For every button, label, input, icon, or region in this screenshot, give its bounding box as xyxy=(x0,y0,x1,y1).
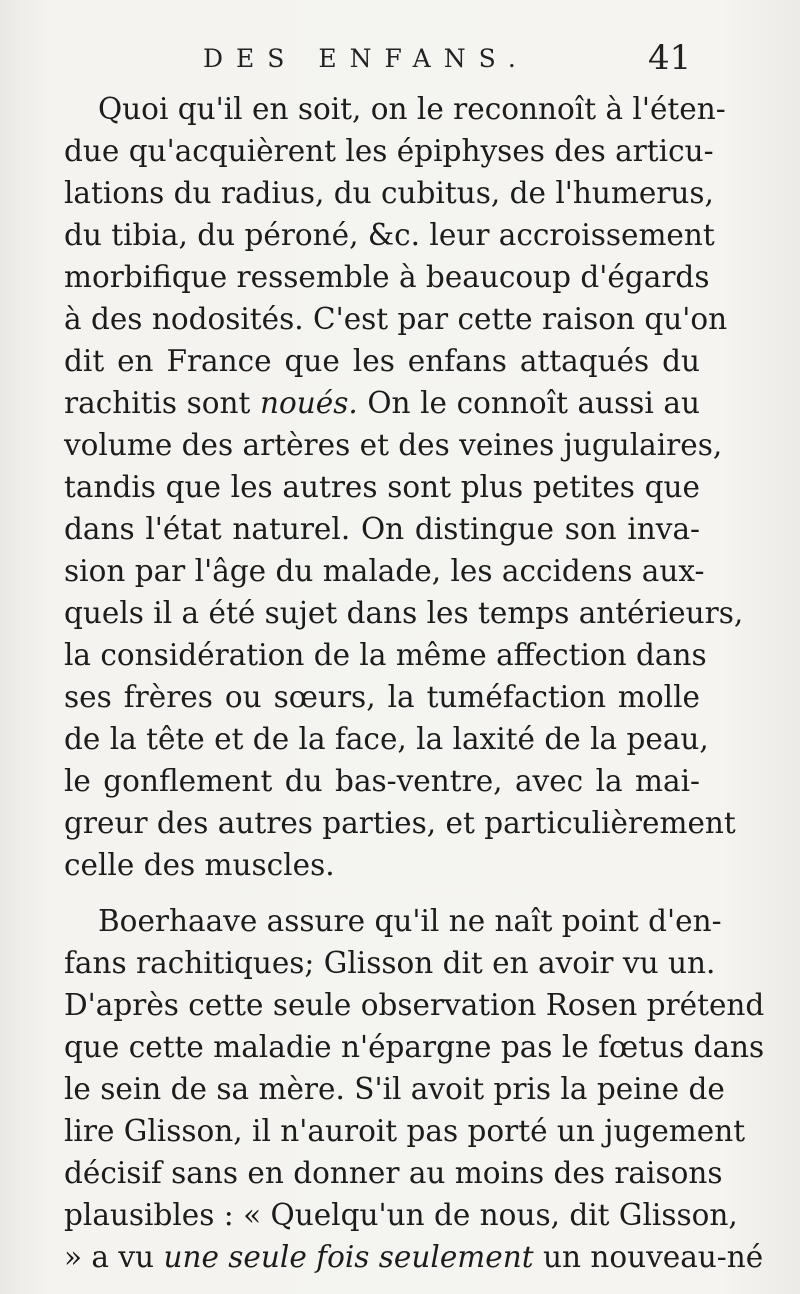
italic-term: noués. xyxy=(260,386,358,420)
body-text xyxy=(64,88,765,1278)
text-line: dans l'état naturel. On distingue son inva- xyxy=(64,512,700,546)
text-line: que cette maladie n'épargne pas le fœtus dans xyxy=(64,1030,765,1064)
text-line: de la tête et de la face, la laxité de la peau, xyxy=(64,722,709,756)
text-line xyxy=(64,1236,764,1278)
running-head xyxy=(0,34,800,84)
text-line: celle des muscles. xyxy=(64,848,335,882)
text-line: morbifique ressemble à beaucoup d'égards xyxy=(64,260,710,294)
text-line xyxy=(64,382,700,424)
text-line: tandis que les autres sont plus petites que xyxy=(64,470,700,504)
text-line: lations du radius, du cubitus, de l'humerus, xyxy=(64,176,714,210)
text-segment: rachitis sont xyxy=(64,386,251,420)
text-line: ses frères ou sœurs, la tuméfaction molle xyxy=(64,680,700,714)
text-segment: On le connoît aussi au xyxy=(367,386,700,420)
text-line: dit en France que les enfans attaqués du xyxy=(64,344,700,378)
text-line: décisif sans en donner au moins des raisons xyxy=(64,1156,723,1190)
text-line: D'après cette seule observation Rosen prétend xyxy=(64,988,765,1022)
text-line: volume des artères et des veines jugulaires, xyxy=(64,428,723,462)
text-line: le sein de sa mère. S'il avoit pris la peine de xyxy=(64,1072,725,1106)
text-line: Quoi qu'il en soit, on le reconnoît à l'éten- xyxy=(98,92,726,126)
text-segment: » a vu xyxy=(64,1240,155,1274)
page-number: 41 xyxy=(648,38,692,78)
text-line: plausibles : « Quelqu'un de nous, dit Glisson, xyxy=(64,1198,738,1232)
text-line: greur des autres parties, et particulièrement xyxy=(64,806,736,840)
text-line: sion par l'âge du malade, les accidens aux- xyxy=(64,554,705,588)
italic-phrase: une seule fois seulement xyxy=(163,1240,534,1274)
text-line: à des nodosités. C'est par cette raison qu'on xyxy=(64,302,728,336)
text-segment: un nouveau-né xyxy=(542,1240,764,1274)
text-line: du tibia, du péroné, &c. leur accroissement xyxy=(64,218,715,252)
text-line: le gonflement du bas-ventre, avec la mai- xyxy=(64,764,700,798)
paragraph-2 xyxy=(64,900,765,1278)
running-title: DES ENFANS. xyxy=(203,44,529,73)
text-line: la considération de la même affection dans xyxy=(64,638,707,672)
paragraph-gap xyxy=(64,886,704,900)
text-line: fans rachitiques; Glisson dit en avoir vu un. xyxy=(64,946,716,980)
paragraph-1 xyxy=(64,88,744,886)
text-line: lire Glisson, il n'auroit pas porté un jugement xyxy=(64,1114,746,1148)
text-line: due qu'acquièrent les épiphyses des articu- xyxy=(64,134,714,168)
text-line: quels il a été sujet dans les temps antérieurs, xyxy=(64,596,744,630)
text-line: Boerhaave assure qu'il ne naît point d'en- xyxy=(98,904,722,938)
